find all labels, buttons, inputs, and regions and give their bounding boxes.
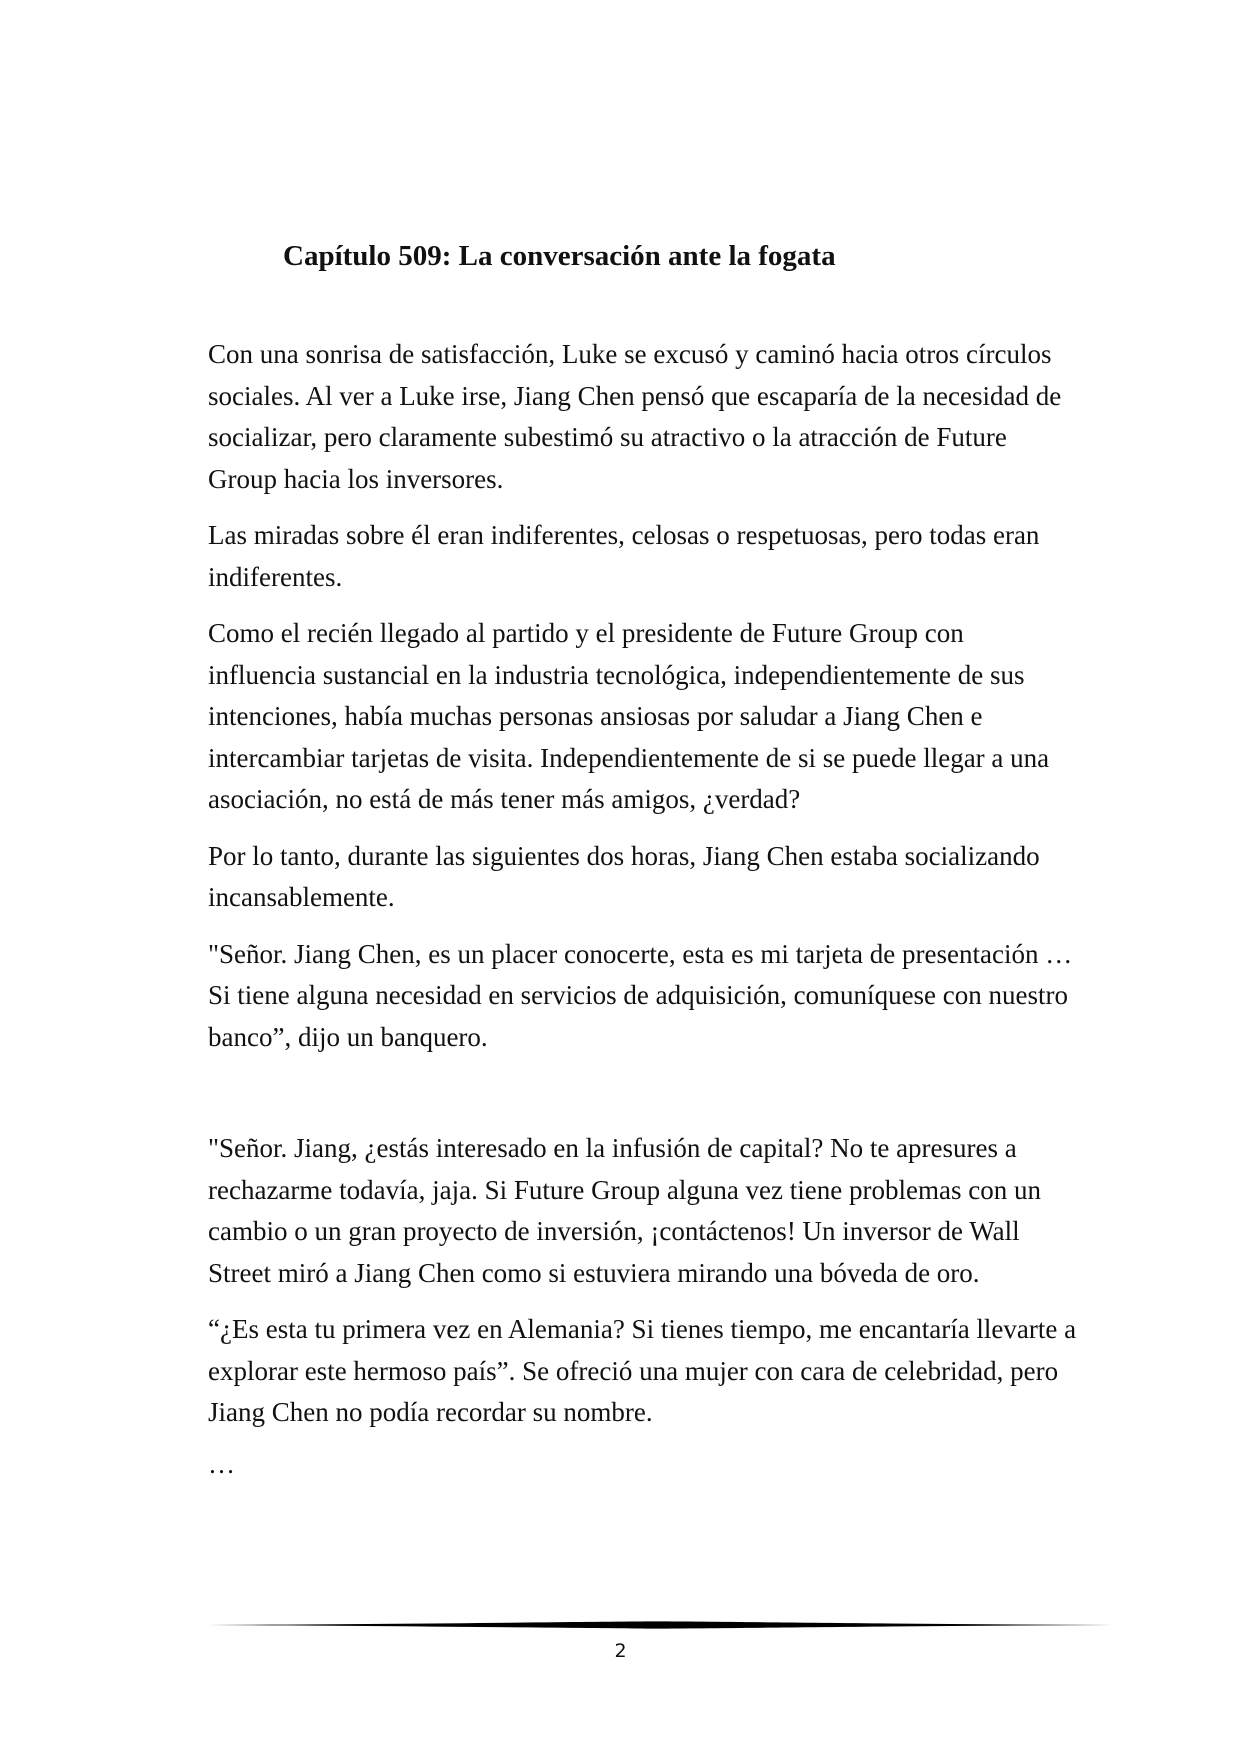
chapter-title: Capítulo 509: La conversación ante la fogata: [283, 240, 836, 272]
paragraph-7: “¿Es esta tu primera vez en Alemania? Si tienes tiempo, me encantaría llevarte a explorar este hermoso país”. Se ofreció una mujer con cara de celebridad, pero Jiang Chen no podía recordar su nombre.: [208, 1314, 1077, 1427]
paragraph-1: Con una sonrisa de satisfacción, Luke se excusó y caminó hacia otros círculos sociales. Al ver a Luke irse, Jiang Chen pensó que escaparía de la necesidad de socializar, pero claramente subestimó su atractivo o la atracción de Future Group hacia los inversores.: [208, 339, 1062, 494]
paragraph-4: Por lo tanto, durante las siguientes dos horas, Jiang Chen estaba socializando incansablemente.: [208, 840, 1040, 912]
paragraph-2: Las miradas sobre él eran indiferentes, celosas o respetuosas, pero todas eran indiferentes.: [208, 520, 1040, 592]
footer-divider: [208, 1619, 1113, 1631]
ellipsis-text: …: [208, 1448, 235, 1479]
paragraph-3: Como el recién llegado al partido y el presidente de Future Group con influencia sustancial en la industria tecnológica, independientemente de sus intenciones, había muchas personas ansiosas por saludar a Jiang Chen e intercambiar tarjetas de visita. Independientemente de si se puede llegar a una asociación, no está de más tener más amigos, ¿verdad?: [208, 618, 1050, 814]
page-number: 2: [614, 1640, 627, 1662]
paragraph-5: "Señor. Jiang Chen, es un placer conocerte, esta es mi tarjeta de presentación … Si tiene alguna necesidad en servicios de adquisición, comuníquese con nuestro banco”, dijo un banquero.: [208, 938, 1073, 1052]
body-text: [208, 334, 1078, 1479]
paragraph-6: "Señor. Jiang, ¿estás interesado en la infusión de capital? No te apresures a rechazarme todavía, jaja. Si Future Group alguna vez tiene problemas con un cambio o un gran proyecto de inversión, ¡contáctenos! Un inversor de Wall Street miró a Jiang Chen como si estuviera mirando una bóveda de oro.: [208, 1133, 1041, 1288]
